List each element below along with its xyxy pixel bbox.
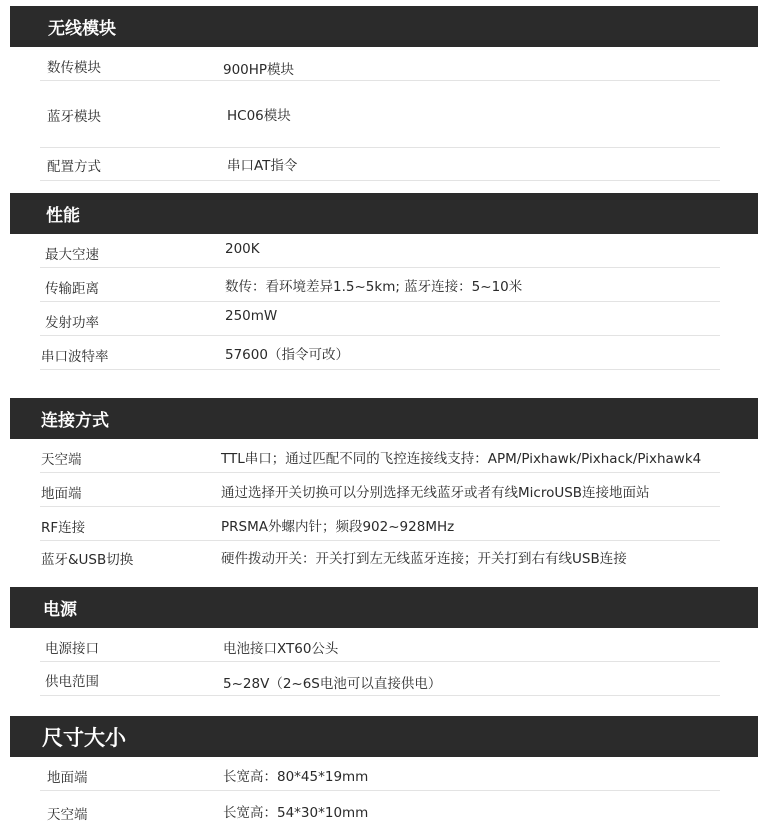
- spec-label: 蓝牙模块: [47, 109, 101, 125]
- spec-value: 5~28V（2~6S电池可以直接供电）: [223, 676, 442, 692]
- spec-row-config-method: [40, 148, 720, 181]
- spec-value: 250mW: [225, 308, 278, 324]
- spec-value: HC06模块: [227, 108, 291, 124]
- spec-value: TTL串口；通过匹配不同的飞控连接线支持：APM/Pixhawk/Pixhack/Pixhawk4: [221, 451, 702, 467]
- section-title: 连接方式: [41, 411, 109, 431]
- spec-value: 长宽高：80*45*19mm: [223, 769, 369, 785]
- spec-label: RF连接: [41, 520, 86, 536]
- spec-row-baud-rate: [40, 336, 720, 370]
- spec-value: 数传：看环境差异1.5~5km; 蓝牙连接：5~10米: [225, 279, 523, 295]
- spec-label: 地面端: [47, 770, 88, 786]
- spec-row-max-airspeed: [40, 234, 720, 268]
- spec-value: 电池接口XT60公头: [223, 641, 339, 657]
- spec-label: 电源接口: [45, 641, 99, 657]
- spec-label: 蓝牙&USB切换: [41, 552, 134, 568]
- spec-value: 200K: [225, 241, 260, 257]
- spec-row-data-module: [40, 47, 720, 81]
- spec-row-ground-dimensions: [40, 757, 720, 791]
- spec-label: 天空端: [47, 807, 88, 823]
- spec-row-rf-connector: [40, 507, 720, 541]
- spec-label: 发射功率: [45, 315, 99, 331]
- spec-label: 配置方式: [47, 159, 101, 175]
- spec-label: 地面端: [41, 486, 82, 502]
- spec-row-power-connector: [40, 628, 720, 662]
- spec-row-transmission-range: [40, 268, 720, 302]
- spec-value: 900HP模块: [223, 62, 295, 78]
- spec-value: 硬件拨动开关：开关打到左无线蓝牙连接；开关打到右有线USB连接: [221, 551, 627, 567]
- section-title: 性能: [46, 206, 80, 226]
- section-header-connection: [10, 398, 758, 439]
- spec-label: 天空端: [41, 452, 82, 468]
- section-header-performance: [10, 193, 758, 234]
- spec-row-ground-unit: [40, 473, 720, 507]
- spec-row-bt-usb-switch: [40, 541, 720, 573]
- spec-label: 最大空速: [45, 247, 99, 263]
- section-title: 电源: [43, 600, 77, 620]
- section-title: 无线模块: [48, 19, 116, 39]
- spec-label: 数传模块: [47, 60, 101, 76]
- spec-value: 57600（指令可改）: [225, 347, 349, 363]
- spec-value: PRSMA外螺内针；频段902~928MHz: [221, 519, 455, 535]
- spec-value: 长宽高：54*30*10mm: [223, 805, 369, 821]
- spec-row-supply-range: [40, 662, 720, 696]
- spec-row-air-dimensions: [40, 791, 720, 823]
- spec-label: 传输距离: [45, 281, 99, 297]
- section-header-power: [10, 587, 758, 628]
- section-header-dimensions: [10, 716, 758, 757]
- spec-row-transmit-power: [40, 302, 720, 336]
- spec-value: 通过选择开关切换可以分别选择无线蓝牙或者有线MicroUSB连接地面站: [221, 485, 650, 501]
- section-header-wireless: [10, 6, 758, 47]
- spec-label: 供电范围: [45, 674, 99, 690]
- spec-value: 串口AT指令: [227, 158, 298, 174]
- spec-row-air-unit: [40, 439, 720, 473]
- spec-label: 串口波特率: [41, 349, 109, 365]
- section-title: 尺寸大小: [42, 725, 126, 750]
- spec-row-bluetooth-module: [40, 81, 720, 148]
